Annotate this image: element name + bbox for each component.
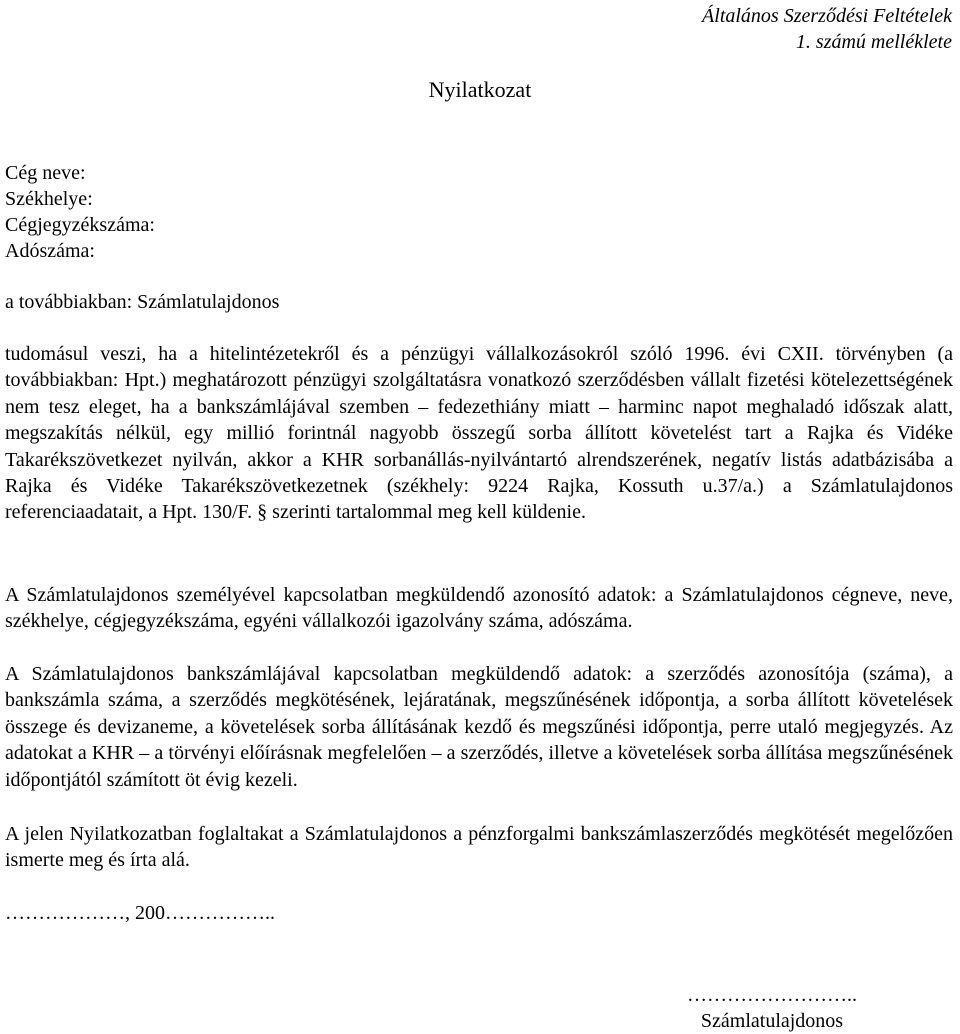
- paragraph-acknowledgement: A jelen Nyilatkozatban foglaltakat a Számlatulajdonos a pénzforgalmi bankszámlaszerződés megkötését megelőzően ismerte meg és írta alá.: [5, 823, 953, 872]
- field-registered-office: Székhelye:: [5, 188, 93, 210]
- paragraph-identification-data: A Számlatulajdonos személyével kapcsolatban megküldendő azonosító adatok: a Számlatulajdonos cégneve, neve, székhelye, cégjegyzékszáma, egyéni vállalkozói igazolvány száma, adószáma.: [5, 584, 953, 633]
- field-company-name: Cég neve:: [5, 162, 86, 184]
- signature-line: ……………………..: [687, 984, 857, 1006]
- place-date-line: ………………, 200……………..: [5, 902, 275, 924]
- field-registration-number: Cégjegyzékszáma:: [5, 214, 155, 236]
- signature-block: [687, 982, 857, 1034]
- field-tax-number: Adószáma:: [5, 240, 95, 262]
- document-title: Nyilatkozat: [428, 77, 532, 102]
- paragraph-account-data: A Számlatulajdonos bankszámlájával kapcsolatban megküldendő adatok: a szerződés azonosítója (száma), a bankszámla száma, a szerződés megkötésének, lejáratának, megszűnésének időpontja, a sorba állított követelések összege és devizaneme, a követelések sorba állításának kezdő és megszűnési időpontja, perre utaló megjegyzés. Az adatokat a KHR – a törvényi előírásnak megfelelően – a szerződés, illetve a követelések sorba állítása megszűnésének időpontjától számított öt évig kezeli.: [5, 663, 953, 791]
- annex-header: [702, 3, 952, 55]
- annex-header-line-1: Általános Szerződési Feltételek: [702, 5, 952, 27]
- intro-line: a továbbiakban: Számlatulajdonos: [5, 291, 280, 313]
- annex-header-line-2: 1. számú melléklete: [795, 31, 952, 53]
- signature-label: Számlatulajdonos: [700, 1010, 844, 1032]
- paragraph-khr-reporting: tudomásul veszi, ha a hitelintézetekről és a pénzügyi vállalkozásokról szóló 1996. évi CXII. törvényben (a továbbiakban: Hpt.) meghatározott pénzügyi szolgáltatásra vonatkozó szerződésben vállalt fizetési kötelezettségének nem tesz eleget, ha a bankszámlájával szemben – fedezethiány miatt – harminc napot meghaladó időszak alatt, megszakítás nélkül, egy millió forintnál nagyobb összegű sorba állított követelést tart a Rajka és Vidéke Takarékszövetkezet nyilván, akkor a KHR sorbanállás-nyilvántartó alrendszerének, negatív listás adatbázisába a Rajka és Vidéke Takarékszövetkezetnek (székhely: 9224 Rajka, Kossuth u.37/a.) a Számlatulajdonos referenciaadatait, a Hpt. 130/F. § szerinti tartalommal meg kell küldenie.: [5, 343, 953, 524]
- company-fields: [5, 160, 155, 264]
